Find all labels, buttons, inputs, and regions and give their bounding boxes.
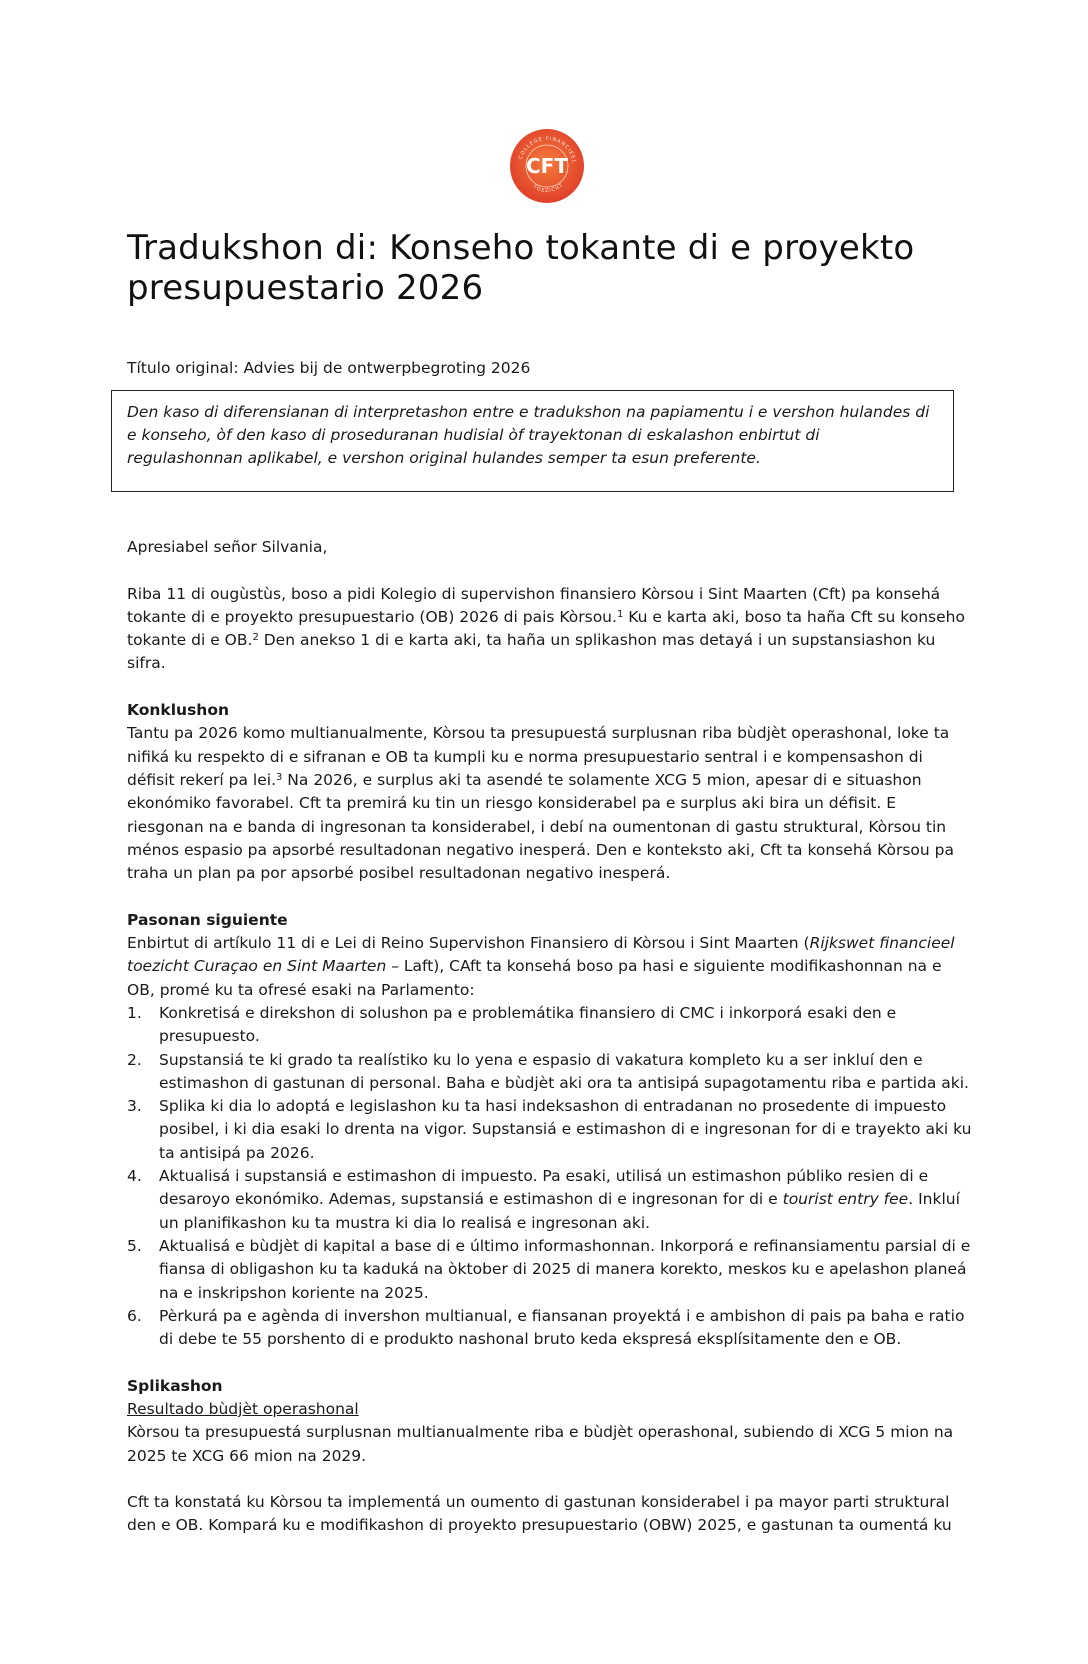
recommendations-list <box>127 1002 973 1351</box>
list-item: 2. Supstansiá te ki grado ta realístiko ku lo yena e espasio di vakatura kompleto ku a ser inkluí den e estimashon di gastunan di personal. Baha e bùdjèt aki ora ta antisipá supagotamentu riba e partida aki. <box>127 1050 969 1092</box>
svg-text:COLLEGE FINANCIEEL: COLLEGE FINANCIEEL <box>517 135 577 165</box>
subsection-heading: Resultado bùdjèt operashonal <box>127 1399 359 1418</box>
splikashon-paragraph-1: Kòrsou ta presupuestá surplusnan multianualmente riba e bùdjèt operashonal, subiendo di XCG 5 mion na 2025 te XCG 66 mion na 2029. <box>127 1423 954 1465</box>
document-title: Tradukshon di: Konseho tokante di e proyekto presupuestario 2026 <box>127 228 915 308</box>
salutation: Apresiabel señor Silvania, <box>127 538 328 556</box>
list-item: 1. Konkretisá e direkshon di solushon pa e problemátika finansiero di CMC i inkorporá esaki den e presupuesto. <box>127 1003 897 1046</box>
section-heading-konklushon: Konklushon <box>127 701 230 720</box>
original-title: Título original: Advies bij de ontwerpbegroting 2026 <box>127 359 531 377</box>
cft-logo <box>509 128 585 204</box>
translation-disclaimer: Den kaso di diferensianan di interpretashon entre e tradukshon na papiamentu i e vershon hulandes di e konseho, òf den kaso di proseduranan hudisial òf trayektonan di eskalashon enbirtut di regulashonnan aplikabel, e vershon original hulandes semper ta esun preferente. <box>111 390 954 492</box>
intro-paragraph: Riba 11 di ougùstùs, boso a pidi Kolegio di supervishon finansiero Kòrsou i Sint Maarten (Cft) pa konsehá tokante di e proyekto presupuestario (OB) 2026 di pais Kòrsou.$^1$ Ku e karta aki, boso ta haña Cft su konseho tokante di e OB.$^2$ Den anekso 1 di e karta aki, ta haña un splikashon mas detayá i un supstansiashon ku sifra. <box>127 584 965 673</box>
konklushon-paragraph: Tantu pa 2026 komo multianualmente, Kòrsou ta presupuestá surplusnan riba bùdjèt operashonal, loke ta nifiká ku respekto di e sifranan e OB ta kumpli ku e norma presupuestario sentral i e kompensashon di défisit rekerí pa lei.$^3$ Na 2026, e surplus aki ta asendé te solamente XCG 5 mion, apesar di e situashon ekonómiko favorabel. Cft ta premirá ku tin un riesgo konsiderabel pa e surplus aki bira un défisit. E riesgonan na e banda di ingresonan ta konsiderabel, i debí na oumentonan di gastu struktural, Kòrsou tin ménos espasio pa apsorbé resultadonan negativo inesperá. Den e konteksto aki, Cft ta konsehá Kòrsou pa traha un plan pa por apsorbé posibel resultadonan negativo inesperá. <box>127 724 954 883</box>
footnote-ref[interactable]: 2 <box>252 632 259 644</box>
list-item: 5. Aktualisá e bùdjèt di kapital a base di e último informashonnan. Inkorporá e refinansiamentu parsial di e fiansa di obligashon ku ta kaduká na òktober di 2025 di manera korekto, meskos ku e apelashon planeá na e inskripshon koriente na 2025. <box>127 1236 971 1302</box>
logo-text: CFT <box>526 154 568 178</box>
list-item: 6. Pèrkurá pa e agènda di invershon multianual, e fiansanan proyektá i e ambishon di pais pa baha e ratio di debe te 55 porshento di e produkto nashonal bruto keda ekspresá eksplísitamente den e OB. <box>127 1306 965 1349</box>
svg-text:TOEZICHT: TOEZICHT <box>531 182 566 195</box>
footnote-ref[interactable]: 3 <box>276 771 283 783</box>
list-item: 4. Aktualisá i supstansiá e estimashon di impuesto. Pa esaki, utilisá un estimashon públiko resien di e desaroyo ekonómiko. Ademas, supstansiá e estimashon di e ingresonan for di e tourist entry fee. Inkluí un planifikashon ku ta mustra ki dia lo realisá e ingresonan aki. <box>127 1167 960 1232</box>
splikashon-paragraph-2: Cft ta konstatá ku Kòrsou ta implementá un oumento di gastunan konsiderabel i pa mayor parti struktural den e OB. Kompará ku e modifikashon di proyekto presupuestario (OBW) 2025, e gastunan ta oumentá ku <box>127 1493 952 1535</box>
footnote-ref[interactable]: 1 <box>616 608 624 620</box>
list-item: 3. Splika ki dia lo adoptá e legislashon ku ta hasi indeksashon di entradanan no prosedente di impuesto posibel, i ki dia esaki lo drenta na vigor. Supstansiá e estimashon di e ingresonan for di e trayekto aki ku ta antisipá pa 2026. <box>127 1097 972 1162</box>
section-heading-splikashon: Splikashon <box>127 1376 223 1395</box>
letter-body <box>127 536 973 1561</box>
pasonan-paragraph: Enbirtut di artíkulo 11 di e Lei di Reino Supervishon Finansiero di Kòrsou i Sint Maarten (Rijkswet financieel toezicht Curaçao en Sint Maarten – Laft), CAft ta konsehá boso pa hasi e siguiente modifikashonnan na e OB, promé ku ta ofresé esaki na Parlamento: <box>127 934 955 999</box>
section-heading-pasonan: Pasonan siguiente <box>127 910 288 929</box>
